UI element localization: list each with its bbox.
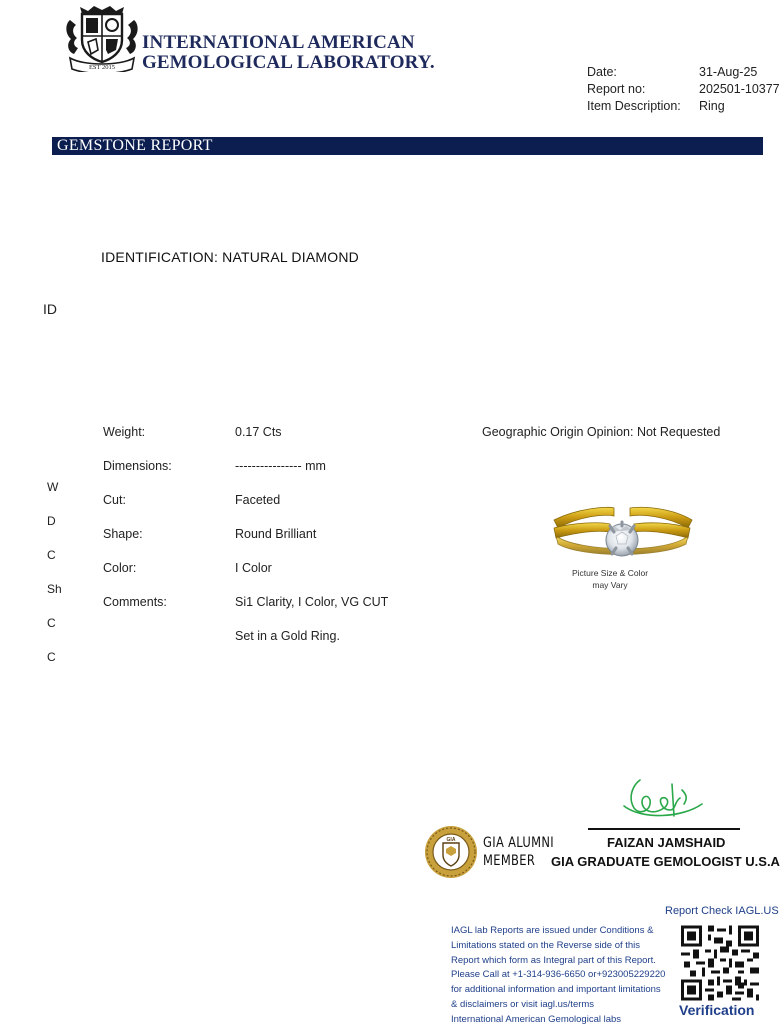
- item-description-value: Ring: [699, 99, 725, 113]
- report-title: GEMSTONE REPORT: [57, 137, 213, 154]
- field-value: 0.17 Cts: [235, 425, 282, 439]
- verification-qr-code[interactable]: [681, 925, 759, 1001]
- field-label: Comments:: [103, 595, 167, 609]
- ring-photo: [548, 496, 696, 570]
- date-label: Date:: [587, 65, 617, 79]
- date-value: 31-Aug-25: [699, 65, 758, 79]
- disclaimer-line: Please Call at +1-314-936-6650 or+923005229220: [451, 969, 666, 981]
- disclaimer-line: IAGL lab Reports are issued under Conditions &: [451, 925, 654, 936]
- report-no-value: 202501-10377: [699, 82, 780, 96]
- report-no-label: Report no:: [587, 82, 646, 96]
- gia-alumni-line1: GIA ALUMNI: [483, 835, 555, 851]
- ghost-text-d: D: [47, 514, 56, 528]
- item-description-label: Item Description:: [587, 99, 681, 113]
- verification-label: Verification: [679, 1002, 755, 1018]
- gemologist-title: GIA GRADUATE GEMOLOGIST U.S.A: [551, 854, 780, 869]
- disclaimer-line: Limitations stated on the Reverse side of this: [451, 939, 641, 951]
- ghost-text-c1: C: [47, 548, 56, 562]
- ghost-text-c3: C: [47, 650, 56, 664]
- field-value: Faceted: [235, 493, 281, 507]
- lab-crest-logo: [64, 6, 140, 72]
- field-label: Dimensions:: [103, 459, 172, 473]
- disclaimer-line: for additional information and important limitations: [451, 984, 661, 996]
- report-title-banner: [52, 137, 763, 155]
- ghost-text-c2: C: [47, 616, 56, 630]
- ghost-text-w: W: [47, 480, 59, 494]
- crest-est-text: EST 2015: [88, 64, 116, 71]
- signature: [622, 776, 704, 824]
- image-caption: [548, 567, 672, 591]
- disclaimer-line: International American Gemological labs: [451, 1013, 622, 1025]
- seal-text: GIA: [446, 837, 456, 843]
- field-label: Color:: [103, 561, 137, 575]
- signature-line: [588, 828, 740, 830]
- lab-name-line1: INTERNATIONAL AMERICAN: [142, 32, 415, 53]
- field-label: Shape:: [103, 527, 143, 541]
- image-caption-line2: may Vary: [592, 580, 628, 590]
- field-value: I Color: [235, 561, 272, 575]
- gia-alumni-label: [483, 834, 554, 870]
- image-caption-line1: Picture Size & Color: [571, 568, 649, 578]
- gia-alumni-seal: [424, 825, 478, 879]
- lab-name: [142, 33, 435, 73]
- field-value: Si1 Clarity, I Color, VG CUT: [235, 595, 389, 609]
- field-label: Cut:: [103, 493, 126, 507]
- report-check-link[interactable]: Report Check IAGL.US: [665, 905, 779, 917]
- lab-name-line2: GEMOLOGICAL LABORATORY.: [142, 52, 435, 73]
- field-value: Round Brilliant: [235, 527, 317, 541]
- field-label: Weight:: [103, 425, 146, 439]
- disclaimer: [451, 924, 681, 1028]
- ghost-text-sh: Sh: [47, 582, 62, 596]
- disclaimer-line: & disclaimers or visit iagl.us/terms: [451, 998, 595, 1010]
- ghost-text-id: ID: [43, 301, 57, 317]
- field-value: Set in a Gold Ring.: [235, 629, 340, 643]
- gia-alumni-line2: MEMBER: [483, 853, 536, 869]
- report-meta: [587, 64, 780, 115]
- field-value: ---------------- mm: [235, 459, 326, 473]
- origin-opinion: Geographic Origin Opinion: Not Requested: [482, 425, 721, 439]
- identification-heading: IDENTIFICATION: NATURAL DIAMOND: [101, 249, 359, 265]
- disclaimer-line: Report which form as Integral part of this Report.: [451, 954, 656, 966]
- gemologist-name: FAIZAN JAMSHAID: [607, 835, 726, 850]
